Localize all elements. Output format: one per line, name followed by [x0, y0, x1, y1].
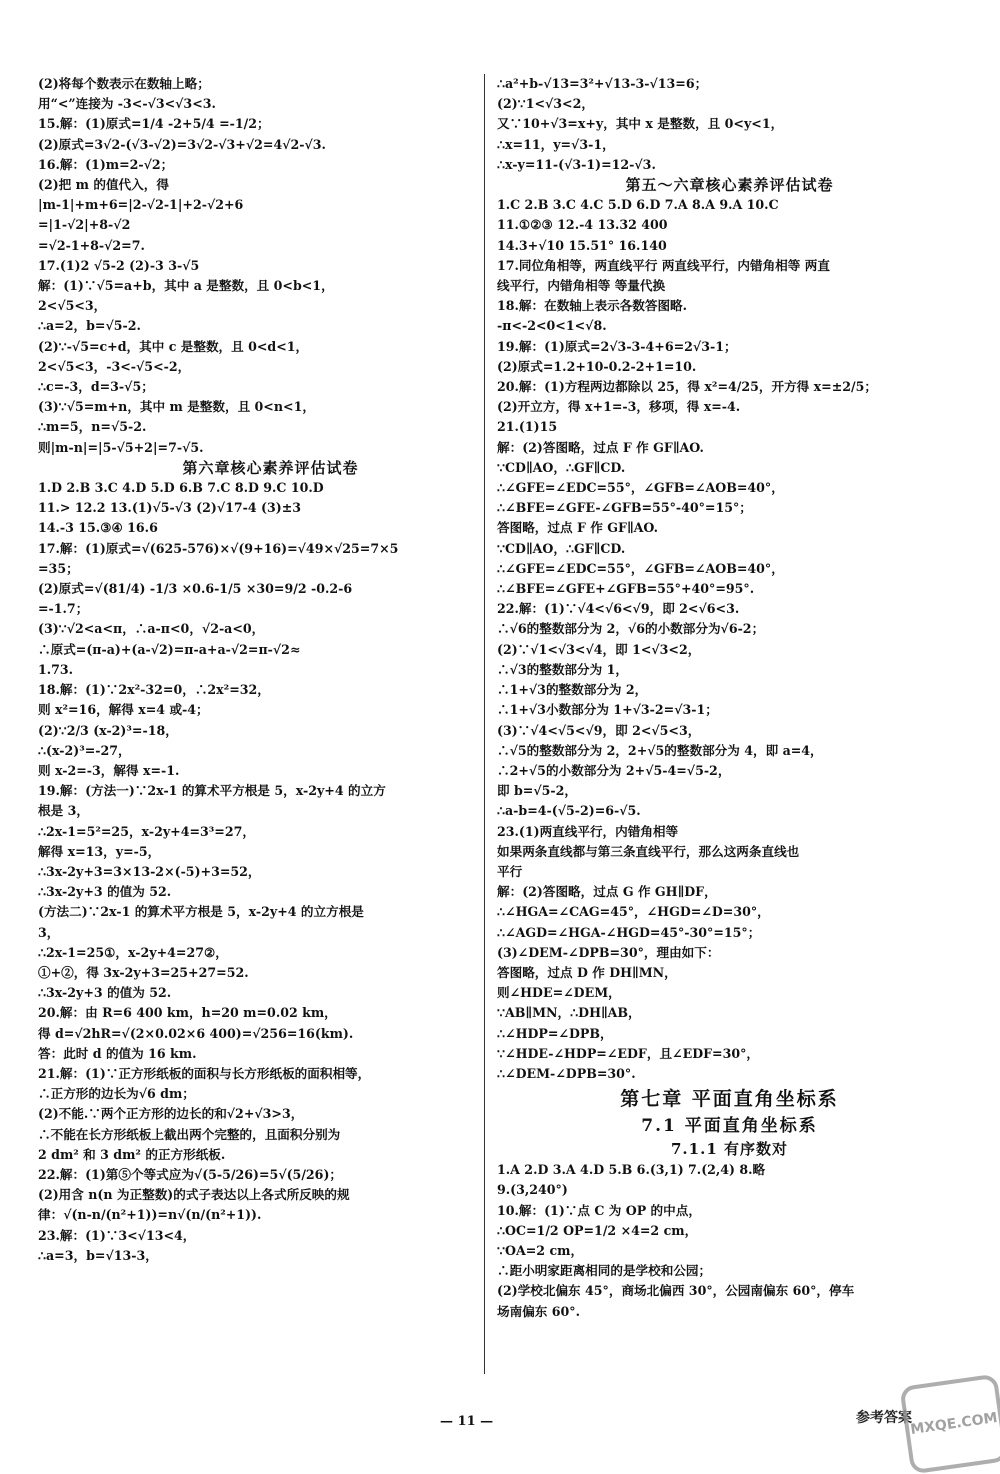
- answer-line: ∴∠HDP=∠DPB，: [497, 1025, 613, 1041]
- answer-line: ∴∠GFE=∠EDC=55°，∠GFB=∠AOB=40°，: [497, 560, 784, 576]
- answer-line: 18.解：在数轴上表示各数答图略.: [497, 298, 688, 314]
- answer-line: 律：√(n-n/(n²+1))=n√(n/(n²+1)).: [38, 1207, 262, 1223]
- answer-line: 21.解：(1)∵正方形纸板的面积与长方形纸板的面积相等，: [38, 1065, 371, 1081]
- answer-line: ∴不能在长方形纸板上截出两个完整的，且面积分别为: [38, 1126, 341, 1142]
- answer-line: (2)原式=√(81/4) -1/3 ×0.6-1/5 ×30=9/2 -0.2-6: [38, 581, 353, 597]
- answer-line: 23.解：(1)∵3<√13<4，: [38, 1227, 196, 1243]
- answer-line: 解：(2)答图略，过点 F 作 GF∥AO.: [497, 439, 704, 455]
- answer-line: ∴a²+b-√13=3²+√13-3-√13=6；: [497, 76, 708, 91]
- answer-line: 21.(1)15: [497, 419, 558, 435]
- answer-line: 解得 x=13，y=-5，: [38, 843, 161, 859]
- left-column: [38, 74, 503, 1266]
- answer-line: ∵AB∥MN，∴DH∥AB，: [497, 1005, 641, 1021]
- answer-line: ∴√3的整数部分为 1，: [497, 661, 628, 677]
- answer-line: ∴OC=1/2 OP=1/2 ×4=2 cm，: [497, 1222, 698, 1238]
- answer-line: ∴∠HGA=∠CAG=45°，∠HGD=∠D=30°，: [497, 904, 770, 920]
- answer-line: 17.解：(1)原式=√(625-576)×√(9+16)=√49×√25=7×5: [38, 540, 399, 556]
- watermark-logo: [899, 1374, 1000, 1474]
- answer-line: (2)把 m 的值代入，得: [38, 177, 169, 193]
- answer-line: ∴原式=(π-a)+(a-√2)=π-a+a-√2=π-√2≈: [38, 641, 301, 657]
- answer-line: ∴∠BFE=∠GFE-∠GFB=55°-40°=15°；: [497, 500, 752, 516]
- answer-line: 15.解：(1)原式=1/4 -2+5/4 =-1/2；: [38, 116, 270, 132]
- answer-line: 11.①②③ 12.-4 13.32 400: [497, 217, 668, 233]
- answer-line: 用“<”连接为 -3<-√3<√3<3.: [38, 96, 216, 112]
- answer-line: 18.解：(1)∵2x²-32=0，∴2x²=32，: [38, 682, 270, 698]
- answer-line: 即 b=√5-2，: [497, 783, 577, 799]
- watermark-text: MXQE.COM: [909, 1409, 999, 1439]
- answer-line: =√2-1+8-√2=7.: [38, 237, 145, 253]
- answer-line: ∴x-y=11-(√3-1)=12-√3.: [497, 156, 656, 172]
- answer-line: ∴2x-1=25①，x-2y+4=27②，: [38, 944, 228, 960]
- answer-line: 2 dm² 和 3 dm² 的正方形纸板.: [38, 1146, 226, 1162]
- answer-line: =|1-√2|+8-√2: [38, 217, 131, 233]
- answer-line: 1.D 2.B 3.C 4.D 5.D 6.B 7.C 8.D 9.C 10.D: [38, 480, 324, 496]
- answer-line: 则∠HDE=∠DEM，: [497, 985, 621, 1001]
- answer-line: ∴√6的整数部分为 2，√6的小数部分为√6-2；: [497, 621, 765, 637]
- answer-line: 14.3+√10 15.51° 16.140: [497, 237, 667, 253]
- answer-line: 11.> 12.2 13.(1)√5-√3 (2)√17-4 (3)±3: [38, 500, 302, 516]
- answer-line: ∴3x-2y+3 的值为 52.: [38, 985, 172, 1001]
- section-heading: 第六章核心素养评估试卷: [182, 458, 359, 477]
- answer-line: 则 x²=16，解得 x=4 或-4；: [38, 702, 209, 718]
- answer-key-label: 参考答案: [856, 1410, 912, 1426]
- answer-line: ∴a=3，b=√13-3，: [38, 1247, 158, 1263]
- answer-line: =35；: [38, 560, 79, 576]
- answer-line: 22.解：(1)第⑤个等式应为√(5-5/26)=5√(5/26)；: [38, 1166, 342, 1182]
- answer-line: 17.(1)2 √5-2 (2)-3 3-√5: [38, 257, 200, 273]
- answer-line: ∵OA=2 cm，: [497, 1242, 584, 1258]
- answer-line: ∴c=-3，d=3-√5；: [38, 379, 154, 395]
- answer-line: ∴m=5，n=√5-2.: [38, 419, 147, 435]
- answer-line: ∴3x-2y+3=3×13-2×(-5)+3=52，: [38, 863, 261, 879]
- answer-line: 3，: [38, 924, 60, 940]
- answer-line: (2)∵1<√3<2，: [497, 96, 594, 112]
- answer-line: 14.-3 15.③④ 16.6: [38, 520, 158, 536]
- answer-line: 答：此时 d 的值为 16 km.: [38, 1045, 197, 1061]
- answer-line: ∴√5的整数部分为 2，2+√5的整数部分为 4，即 a=4，: [497, 742, 823, 758]
- answer-line: ∴1+√3小数部分为 1+√3-2=√3-1；: [497, 702, 718, 718]
- answer-line: (2)学校北偏东 45°，商场北偏西 30°，公园南偏东 60°，停车: [497, 1283, 855, 1299]
- answer-line: ∴a-b=4-(√5-2)=6-√5.: [497, 803, 641, 819]
- answer-line: 20.解：由 R=6 400 km，h=20 m=0.02 km，: [38, 1005, 337, 1021]
- answer-line: 16.解：(1)m=2-√2；: [38, 156, 174, 172]
- answer-line: 则 x-2=-3，解得 x=-1.: [38, 762, 180, 778]
- answer-line: 1.73.: [38, 661, 74, 677]
- answer-line: (3)∵√5=m+n，其中 m 是整数，且 0<n<1，: [38, 399, 315, 415]
- subchapter-heading: 7.1 平面直角坐标系: [641, 1116, 818, 1137]
- answer-line: 答图略，过点 D 作 DH∥MN，: [497, 964, 677, 980]
- answer-line: 线平行，内错角相等 等量代换: [497, 278, 666, 294]
- answer-line: 23.(1)两直线平行，内错角相等: [497, 823, 679, 839]
- answer-line: ∴1+√3的整数部分为 2，: [497, 682, 648, 698]
- answer-line: ∴2x-1=5²=25，x-2y+4=3³=27，: [38, 823, 255, 839]
- answer-line: (3)∠DEM-∠DPB=30°，理由如下：: [497, 944, 720, 960]
- answer-line: 得 d=√2hR=√(2×0.02×6 400)=√256=16(km).: [38, 1025, 354, 1041]
- subsection-heading: 7.1.1 有序数对: [671, 1140, 788, 1159]
- answer-line: 2<√5<3，-3<-√5<-2，: [38, 358, 191, 374]
- answer-line: ∴a=2，b=√5-2.: [38, 318, 141, 334]
- answer-line: 17.同位角相等，两直线平行 两直线平行，内错角相等 两直: [497, 257, 830, 273]
- answer-line: ∴x=11，y=√3-1，: [497, 136, 615, 152]
- answer-line: ∴∠DEM-∠DPB=30°.: [497, 1065, 636, 1081]
- page-number: — 11 —: [440, 1414, 494, 1429]
- answer-line: 9.(3,240°): [497, 1182, 568, 1198]
- answer-line: ∴距小明家距离相同的是学校和公园；: [497, 1263, 712, 1279]
- answer-line: (3)∵√4<√5<√9，即 2<√5<3，: [497, 722, 701, 738]
- answer-line: 场南偏东 60°.: [497, 1303, 580, 1319]
- answer-line: (2)∵√1<√3<√4，即 1<√3<2，: [497, 641, 701, 657]
- answer-line: =-1.7；: [38, 601, 89, 617]
- answer-line: 如果两条直线都与第三条直线平行，那么这两条直线也: [497, 843, 800, 859]
- answer-line: ∴∠GFE=∠EDC=55°，∠GFB=∠AOB=40°，: [497, 480, 784, 496]
- answer-line: (2)不能.∵两个正方形的边长的和√2+√3>3，: [38, 1106, 304, 1122]
- answer-line: (方法二)∵2x-1 的算术平方根是 5，x-2y+4 的立方根是: [38, 904, 364, 920]
- right-column: [497, 74, 962, 1322]
- answer-line: (2)∵-√5=c+d，其中 c 是整数，且 0<d<1，: [38, 338, 309, 354]
- answer-line: 解：(1)∵√5=a+b，其中 a 是整数，且 0<b<1，: [38, 278, 334, 294]
- answer-line: (2)∵2/3 (x-2)³=-18，: [38, 722, 178, 738]
- answer-line: (3)∵√2<a<π，∴a-π<0，√2-a<0，: [38, 621, 265, 637]
- answer-line: 则|m-n|=|5-√5+2|=7-√5.: [38, 439, 204, 455]
- answer-line: ①+②，得 3x-2y+3=25+27=52.: [38, 964, 249, 980]
- answer-line: ∵CD∥AO，∴GF∥CD.: [497, 459, 626, 475]
- answer-line: |m-1|+m+6=|2-√2-1|+2-√2+6: [38, 197, 244, 213]
- answer-line: ∴3x-2y+3 的值为 52.: [38, 884, 172, 900]
- chapter-heading: 第七章 平面直角坐标系: [620, 1088, 839, 1111]
- answer-line: 20.解：(1)方程两边都除以 25，得 x²=4/25，开方得 x=±2/5；: [497, 379, 877, 395]
- answer-line: ∴正方形的边长为√6 dm；: [38, 1086, 195, 1102]
- answer-line: 19.解：(1)原式=2√3-3-4+6=2√3-1；: [497, 338, 737, 354]
- answer-line: 1.C 2.B 3.C 4.C 5.D 6.D 7.A 8.A 9.A 10.C: [497, 197, 779, 213]
- answer-line: 答图略，过点 F 作 GF∥AO.: [497, 520, 659, 536]
- answer-line: (2)将每个数表示在数轴上略；: [38, 76, 210, 91]
- answer-line: 22.解：(1)∵√4<√6<√9，即 2<√6<3.: [497, 601, 740, 617]
- answer-line: ∴∠BFE=∠GFE+∠GFB=55°+40°=95°.: [497, 581, 755, 597]
- answer-line: 1.A 2.D 3.A 4.D 5.B 6.(3,1) 7.(2,4) 8.略: [497, 1162, 766, 1178]
- answer-line: ∴2+√5的小数部分为 2+√5-4=√5-2，: [497, 762, 731, 778]
- answer-line: 19.解：(方法一)∵2x-1 的算术平方根是 5，x-2y+4 的立方: [38, 783, 386, 799]
- answer-line: ∵∠HDE-∠HDP=∠EDF，且∠EDF=30°，: [497, 1045, 760, 1061]
- answer-line: ∴(x-2)³=-27，: [38, 742, 131, 758]
- answer-line: 平行: [497, 863, 523, 879]
- answer-line: 2<√5<3，: [38, 298, 107, 314]
- answer-line: (2)原式=1.2+10-0.2-2+1=10.: [497, 358, 697, 374]
- answer-line: 10.解：(1)∵点 C 为 OP 的中点，: [497, 1202, 701, 1218]
- section-heading: 第五～六章核心素养评估试卷: [625, 176, 834, 195]
- answer-line: 根是 3，: [38, 803, 89, 819]
- answer-line: 解：(2)答图略，过点 G 作 GH∥DF，: [497, 884, 717, 900]
- answer-line: (2)开立方，得 x+1=-3，移项，得 x=-4.: [497, 399, 741, 415]
- answer-line: -π<-2<0<1<√8.: [497, 318, 607, 334]
- answer-line: ∴∠AGD=∠HGA-∠HGD=45°-30°=15°；: [497, 924, 761, 940]
- answer-line: (2)原式=3√2-(√3-√2)=3√2-√3+√2=4√2-√3.: [38, 136, 326, 152]
- answer-line: ∵CD∥AO，∴GF∥CD.: [497, 540, 626, 556]
- answer-line: 又∵10+√3=x+y，其中 x 是整数，且 0<y<1，: [497, 116, 784, 132]
- answer-line: (2)用含 n(n 为正整数)的式子表达以上各式所反映的规: [38, 1187, 350, 1203]
